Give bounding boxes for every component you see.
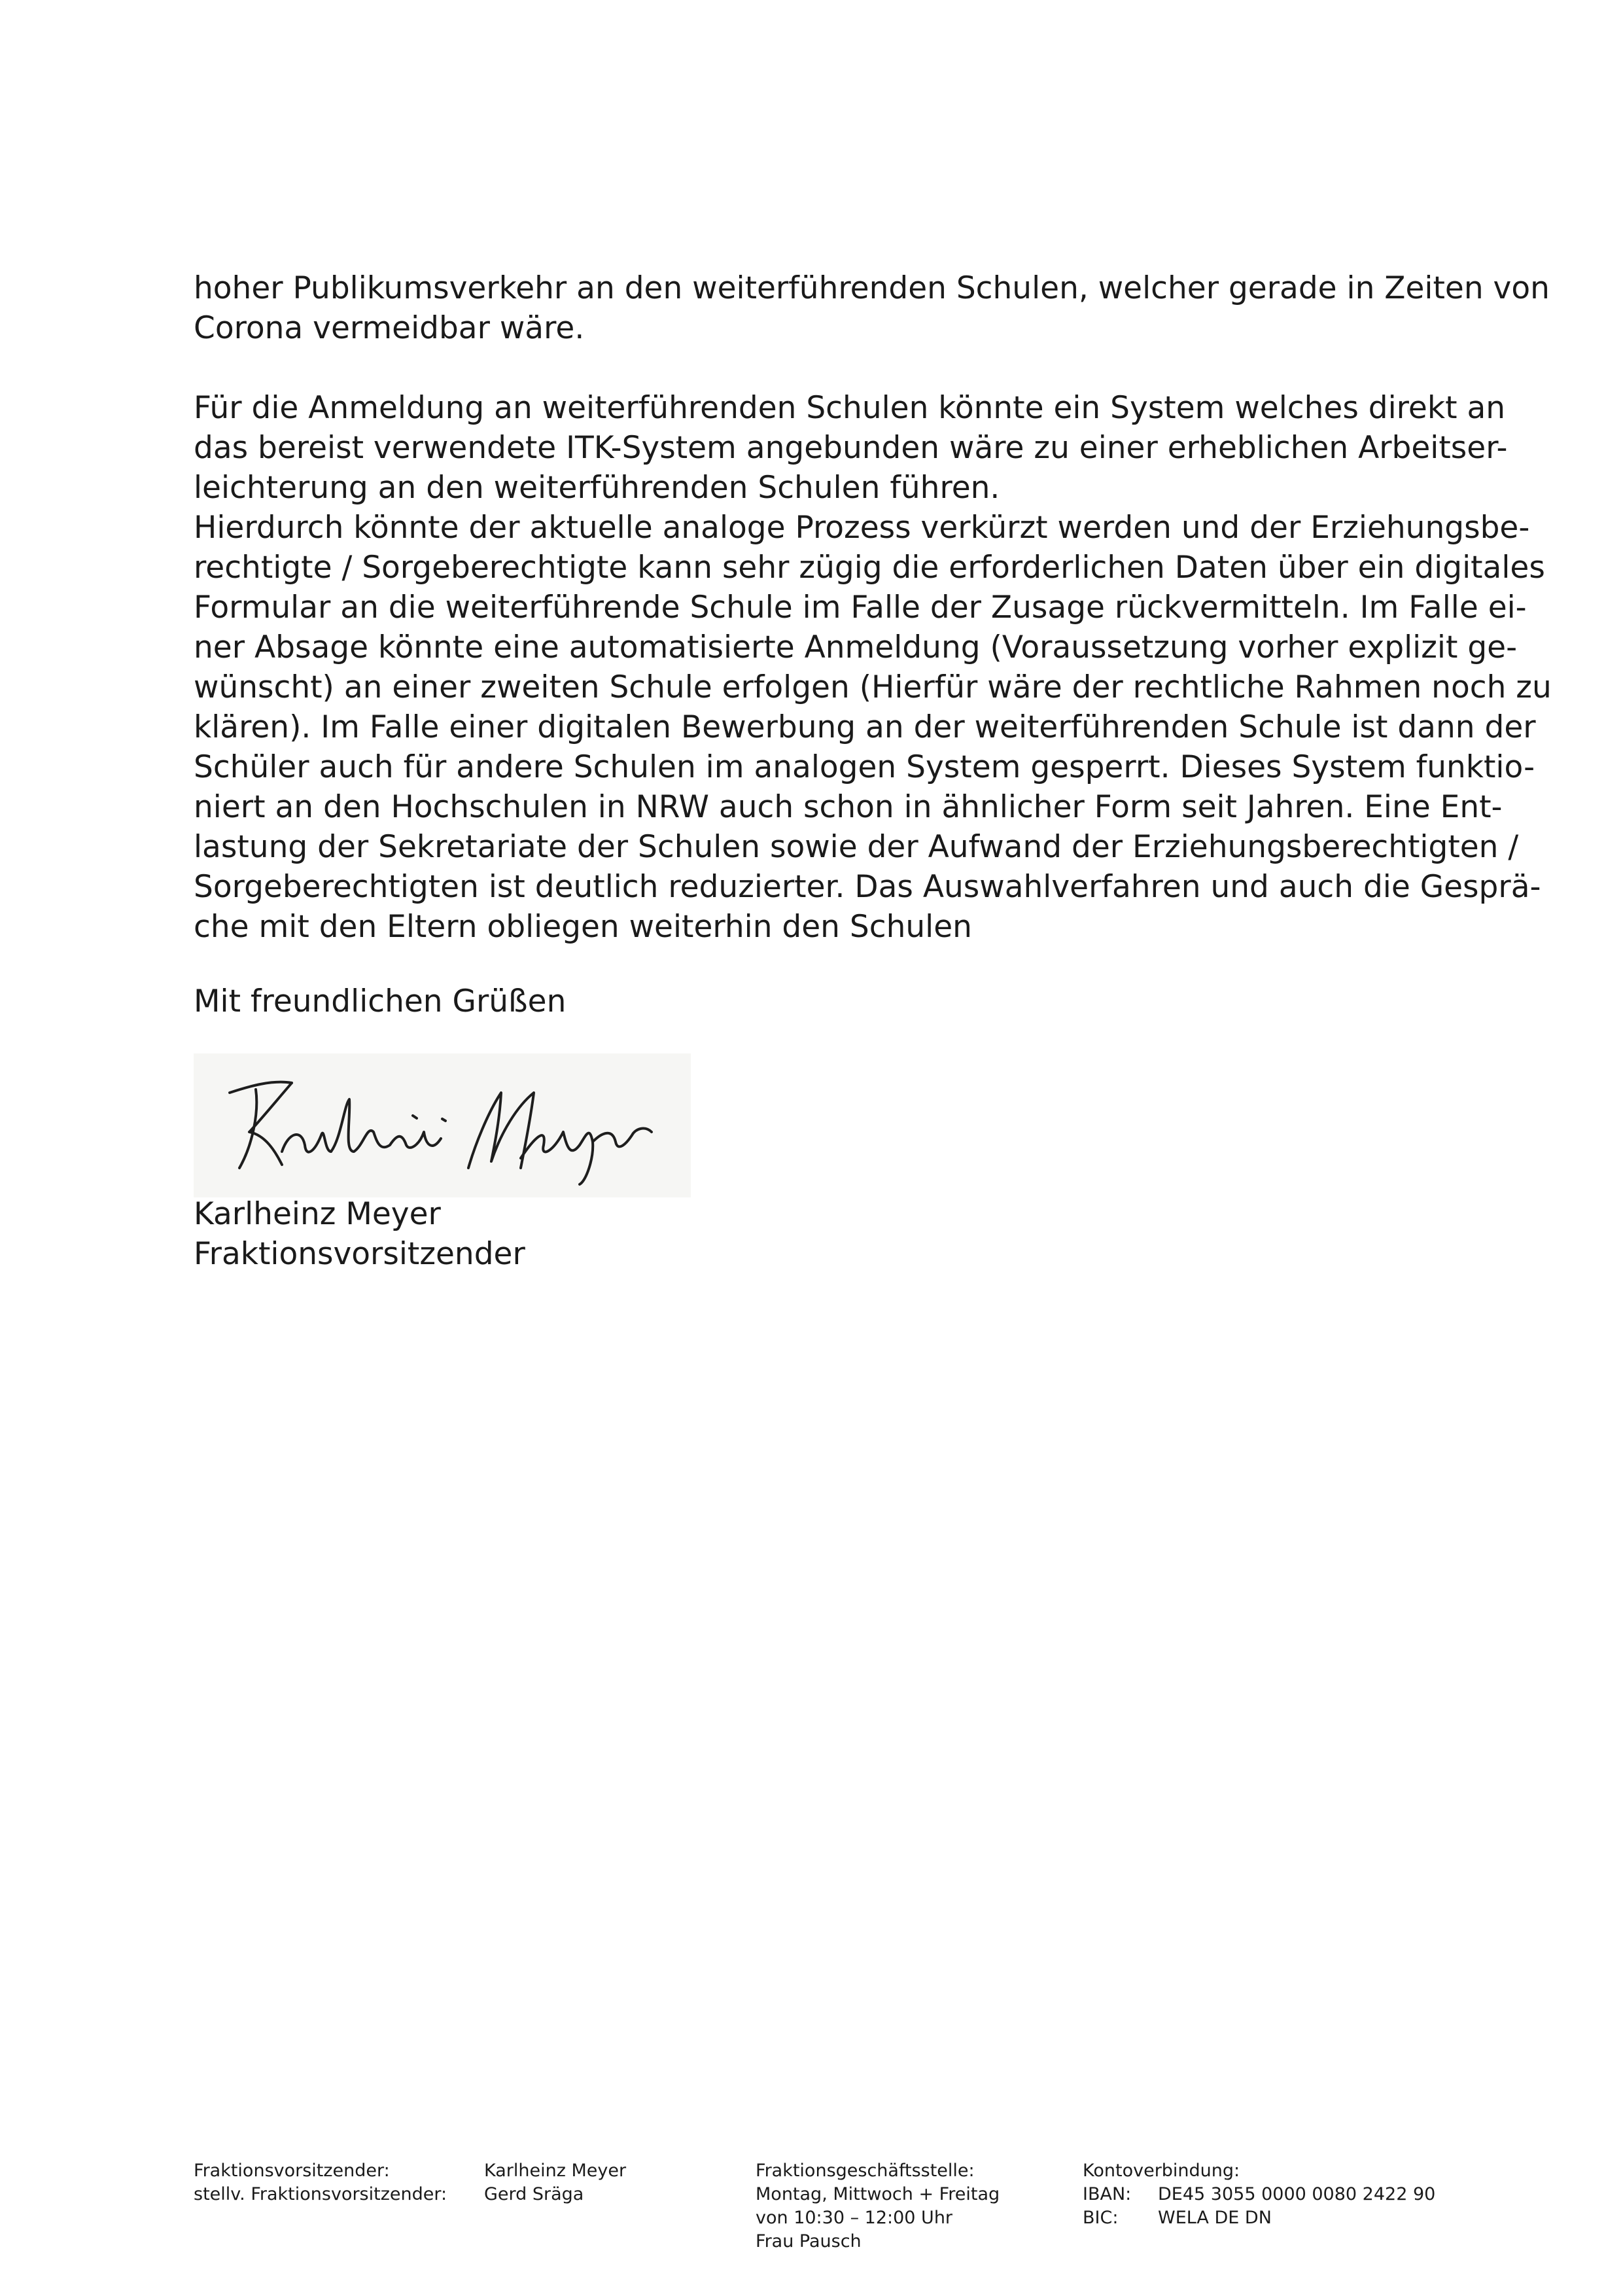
footer-bic-label: BIC: — [1083, 2208, 1119, 2228]
footer-bic-value: WELA DE DN — [1158, 2208, 1272, 2228]
footer-bank-title: Kontoverbindung: — [1083, 2161, 1240, 2181]
text-line: che mit den Eltern obliegen weiterhin den Schulen — [194, 909, 972, 945]
text-line: Formular an die weiterführende Schule im Falle der Zusage rückvermitteln. Im Falle ei- — [194, 590, 1527, 626]
letter-body — [194, 268, 1552, 947]
signer-block — [194, 1194, 525, 1274]
text-line: klären). Im Falle einer digitalen Bewerbung an der weiterführenden Schule ist dann der — [194, 709, 1536, 745]
text-line: wünscht) an einer zweiten Schule erfolgen (Hierfür wäre der rechtliche Rahmen noch zu — [194, 669, 1552, 705]
footer-office — [756, 2159, 1000, 2253]
text-line: Für die Anmeldung an weiterführenden Schulen könnte ein System welches direkt an — [194, 390, 1506, 426]
footer-iban-label: IBAN: — [1083, 2184, 1132, 2204]
footer-iban-value: DE45 3055 0000 0080 2422 90 — [1158, 2184, 1436, 2204]
text-line: niert an den Hochschulen in NRW auch schon in ähnlicher Form seit Jahren. Eine Ent- — [194, 789, 1503, 825]
closing-salutation: Mit freundlichen Grüßen — [194, 983, 567, 1019]
text-line: rechtigte / Sorgeberechtigte kann sehr zügig die erforderlichen Daten über ein digitales — [194, 550, 1545, 586]
footer-deputy-name: Gerd Sräga — [484, 2184, 584, 2204]
text-line: Schüler auch für andere Schulen im analogen System gesperrt. Dieses System funktio- — [194, 749, 1535, 785]
footer-bank — [1083, 2159, 1435, 2230]
footer-office-contact: Frau Pausch — [756, 2231, 862, 2252]
footer-chair-name: Karlheinz Meyer — [484, 2161, 627, 2181]
text-line: Sorgeberechtigten ist deutlich reduzierter. Das Auswahlverfahren und auch die Gesprä- — [194, 869, 1541, 905]
text-line: lastung der Sekretariate der Schulen sowie der Aufwand der Erziehungsberechtigten / — [194, 829, 1519, 865]
footer-bic-row — [1083, 2206, 1435, 2230]
handwritten-signature-icon — [194, 1053, 691, 1197]
text-line: das bereist verwendete ITK-System angebunden wäre zu einer erheblichen Arbeitser- — [194, 430, 1508, 466]
footer-office-title: Fraktionsgeschäftsstelle: — [756, 2161, 975, 2181]
text-line: Corona vermeidbar wäre. — [194, 310, 585, 346]
text-line: Hierdurch könnte der aktuelle analoge Prozess verkürzt werden und der Erziehungsbe- — [194, 510, 1530, 546]
footer-deputy-label: stellv. Fraktionsvorsitzender: — [194, 2184, 447, 2204]
text-line: leichterung an den weiterführenden Schulen führen. — [194, 470, 1000, 506]
footer-office-days: Montag, Mittwoch + Freitag — [756, 2184, 1000, 2204]
signer-title: Fraktionsvorsitzender — [194, 1236, 525, 1272]
footer-roles — [194, 2159, 447, 2206]
text-line: ner Absage könnte eine automatisierte Anmeldung (Voraussetzung vorher explizit ge- — [194, 629, 1518, 665]
text-line: hoher Publikumsverkehr an den weiterführenden Schulen, welcher gerade in Zeiten von — [194, 270, 1550, 306]
footer-chair-label: Fraktionsvorsitzender: — [194, 2161, 390, 2181]
signer-name: Karlheinz Meyer — [194, 1196, 441, 1232]
footer-names — [484, 2159, 626, 2206]
paragraph-2 — [194, 388, 1552, 947]
footer-iban-row — [1083, 2183, 1435, 2206]
footer-office-hours: von 10:30 – 12:00 Uhr — [756, 2208, 953, 2228]
paragraph-1 — [194, 268, 1550, 348]
